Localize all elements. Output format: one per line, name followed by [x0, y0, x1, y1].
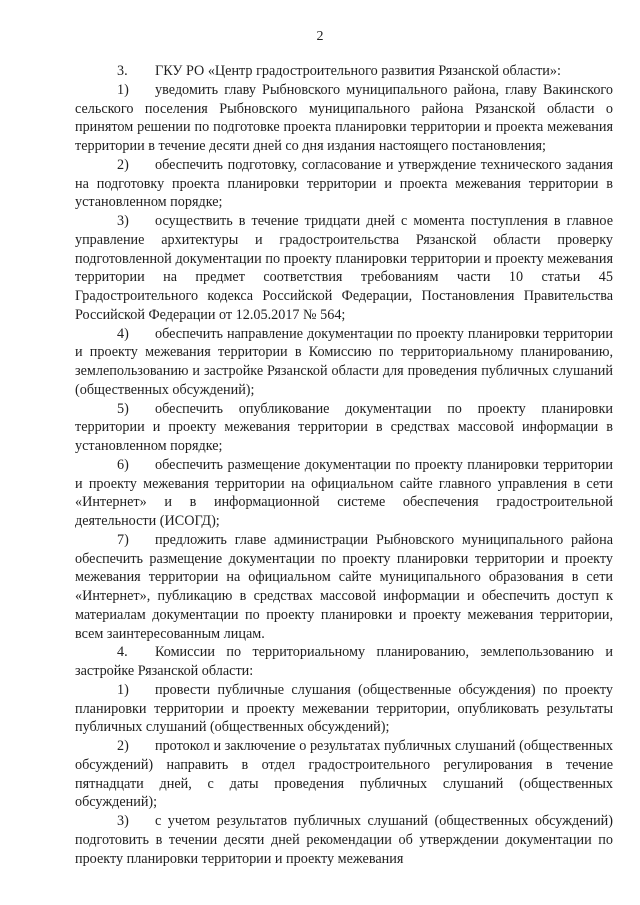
item-text: обеспечить направление документации по проекту планировки территории и проекту межевания территории в Комиссию по территориальному планированию, землепользованию и застройке Рязанской области для проведения публичных слушаний (общественных обсуждений);	[75, 325, 613, 398]
item-number: 5)	[117, 400, 129, 417]
item-text: протокол и заключение о результатах публичных слушаний (общественных обсуждений) направить в отдел градостроительного регулирования в течение пятнадцати дней, с даты проведения публичных слушаний (общественных обсуждений);	[75, 738, 613, 811]
list-item	[75, 156, 613, 212]
item-number: 4)	[117, 325, 129, 342]
list-item	[75, 812, 613, 868]
item-text: с учетом результатов публичных слушаний (общественных обсуждений) подготовить в течении десяти дней рекомендации об утверждении документации по проекту планировки территории и проекту межевания	[75, 813, 613, 867]
item-number: 1)	[117, 81, 129, 98]
item-number: 3)	[117, 213, 129, 229]
list-item	[75, 400, 613, 456]
item-text: уведомить главу Рыбновского муниципального района, главу Вакинского сельского поселения Рыбновского муниципального района Рязанской области о принятом решении по подготовке проекта планировки территории и проекта межевания территории в течение десяти дней со дня издания настоящего постановления;	[75, 81, 613, 154]
paragraph-4	[75, 643, 613, 681]
item-text: осуществить в течение тридцати дней с момента поступления в главное управление архитектуры и градостроительства Рязанской области проверку подготовленной документации по проекту планировки территории и проекту межевания территории на предмет соответствия требованиям части 10 статьи 45 Градостроительного кодекса Российской Федерации, Постановления Правительства Российской Федерации от 12.05.2017 № 564;	[75, 213, 613, 323]
list-item	[75, 681, 613, 737]
item-text: обеспечить размещение документации по проекту планировки территории и проекту межевания территории на официальном сайте главного управления в сети «Интернет» и в информационной системе обеспечения градостроительной деятельности (ИСОГД);	[75, 456, 613, 529]
item-number: 7)	[117, 531, 129, 548]
item-number: 3)	[117, 813, 129, 829]
page-number: 2	[316, 29, 324, 44]
item-number: 6)	[117, 456, 129, 473]
list-item	[75, 212, 613, 325]
item-text: обеспечить опубликование документации по проекту планировки территории и проекту межевания территории в средствах массовой информации в установленном порядке;	[75, 400, 613, 454]
list-item	[75, 737, 613, 812]
paragraph-number: 3.	[117, 63, 128, 79]
item-number: 1)	[117, 681, 129, 698]
item-text: обеспечить подготовку, согласование и утверждение технического задания на подготовку проекта планировки территории и проекта межевания территории в установленном порядке;	[75, 156, 613, 211]
list-item	[75, 81, 613, 156]
item-text: провести публичные слушания (общественные обсуждения) по проекту планировки территории и проекту межевании территории, опубликовать результаты публичных слушаний (общественных обсуждений);	[75, 681, 613, 736]
paragraph-3	[75, 62, 613, 81]
item-number: 2)	[117, 738, 129, 754]
list-item	[75, 531, 613, 644]
paragraph-text: ГКУ РО «Центр градостроительного развития Рязанской области»:	[155, 63, 561, 79]
paragraph-number: 4.	[117, 644, 128, 661]
list-item	[75, 325, 613, 400]
item-text: предложить главе администрации Рыбновского муниципального района обеспечить размещение документации по проекту планировки территории и проекту межевания территории на официальном сайте муниципального образования в сети «Интернет», публикацию в средствах массовой информации и обеспечить доступ к материалам документации по проекту планировки и проекту межевания территории, всем заинтересованным лицам.	[75, 531, 613, 642]
document-body	[75, 62, 613, 868]
list-item	[75, 456, 613, 531]
paragraph-text: Комиссии по территориальному планированию, землепользованию и застройке Рязанской области:	[75, 644, 613, 679]
item-number: 2)	[117, 156, 129, 173]
